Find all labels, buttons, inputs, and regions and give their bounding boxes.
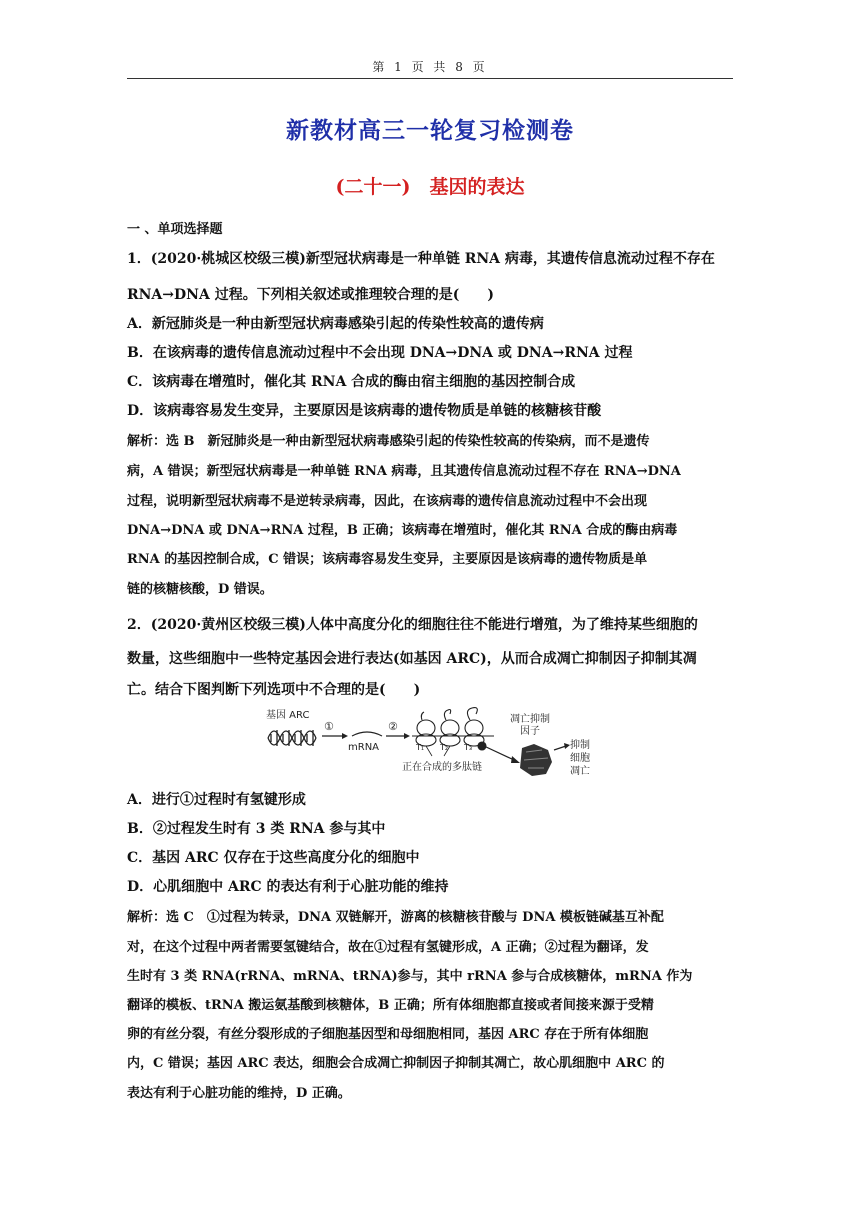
q2-analysis-line: 表达有利于心脏功能的维持，D 正确。	[127, 1086, 351, 1101]
header-rule	[127, 78, 733, 79]
q2-stem-line-1	[127, 615, 737, 635]
inhibit-label-3: 凋亡	[570, 766, 590, 777]
q2-source: (2020·黄州区校级三模)	[150, 617, 306, 633]
q1-option-d: D．该病毒容易发生变异，主要原因是该病毒的遗传物质是单链的核糖核苷酸	[127, 403, 602, 419]
q1-analysis-line: 病，A 错误；新型冠状病毒是一种单链 RNA 病毒，且其遗传信息流动过程不存在 RNA→DNA	[127, 464, 681, 479]
exam-title: 新教材高三一轮复习检测卷	[286, 117, 574, 144]
page-header: 第 1 页 共 8 页	[372, 60, 488, 74]
q2-analysis-line: 对，在这个过程中两者需要氢键结合，故在①过程有氢键形成，A 正确；②过程为翻译，发	[127, 940, 649, 955]
q1-stem-text: 新型冠状病毒是一种单链 RNA 病毒，其遗传信息流动过程不存在	[305, 251, 715, 267]
q2-analysis-line: 内，C 错误；基因 ARC 表达，细胞会合成凋亡抑制因子抑制其凋亡，故心肌细胞中 ARC 的	[127, 1056, 665, 1071]
q1-analysis-line: 链的核糖核酸，D 错误。	[127, 582, 273, 597]
exam-subtitle: (二十一) 基因的表达	[335, 176, 525, 198]
section-heading: 一 、单项选择题	[127, 222, 223, 237]
q2-stem-line-2: 数量，这些细胞中一些特定基因会进行表达(如基因 ARC)，从而合成凋亡抑制因子抑制其凋	[127, 651, 697, 667]
ribosome-icon	[412, 708, 494, 750]
protein-icon	[520, 744, 552, 776]
inhibit-label-2: 细胞	[570, 753, 590, 764]
q1-number: 1．	[127, 251, 151, 267]
q2-analysis-line: 生时有 3 类 RNA(rRNA、mRNA、tRNA)参与，其中 rRNA 参与合成核糖体，mRNA 作为	[127, 969, 693, 984]
inhibit-label-1: 抑制	[570, 740, 590, 751]
mrna-strand-icon	[352, 732, 382, 736]
q2-analysis-line: 解析：选 C ①过程为转录，DNA 双链解开，游离的核糖核苷酸与 DNA 模板链碱基互补配	[127, 910, 664, 925]
q1-option-a: A．新冠肺炎是一种由新型冠状病毒感染引起的传染性较高的遗传病	[127, 316, 544, 332]
q2-stem-text: 人体中高度分化的细胞往往不能进行增殖，为了维持某些细胞的	[305, 617, 698, 633]
q1-stem-line-2: RNA→DNA 过程。下列相关叙述或推理较合理的是( )	[127, 287, 494, 303]
q1-analysis-line: 解析：选 B 新冠肺炎是一种由新型冠状病毒感染引起的传染性较高的传染病，而不是遗传	[127, 434, 650, 449]
q2-analysis-line: 卵的有丝分裂，有丝分裂形成的子细胞基因型和母细胞相同，基因 ARC 存在于所有体细胞	[127, 1027, 649, 1042]
q2-number: 2．	[127, 617, 151, 633]
q2-option-a: A．进行①过程时有氢键形成	[127, 792, 306, 808]
q2-analysis-line: 翻译的模板、tRNA 搬运氨基酸到核糖体，B 正确；所有体细胞都直接或者间接来源于受精	[127, 998, 654, 1013]
q2-option-d: D．心肌细胞中 ARC 的表达有利于心脏功能的维持	[127, 879, 449, 895]
t1-label: T₁	[416, 743, 425, 752]
q2-option-c: C．基因 ARC 仅存在于这些高度分化的细胞中	[127, 850, 420, 866]
t2-label: T₂	[440, 743, 449, 752]
arrow-icon	[342, 733, 348, 739]
q1-analysis-line: DNA→DNA 或 DNA→RNA 过程，B 正确；该病毒在增殖时，催化其 RNA 合成的酶由病毒	[127, 523, 678, 538]
q1-source: (2020·桃城区校级三模)	[150, 251, 306, 267]
gene-expression-figure	[262, 706, 602, 782]
t3-label: T₃	[464, 743, 473, 752]
factor-label-2: 因子	[520, 726, 540, 737]
step-two-label: ②	[388, 720, 398, 733]
q1-analysis-line: 过程，说明新型冠状病毒不是逆转录病毒，因此，在该病毒的遗传信息流动过程中不会出现	[127, 494, 648, 509]
q1-option-b: B．在该病毒的遗传信息流动过程中不会出现 DNA→DNA 或 DNA→RNA 过程	[127, 345, 633, 361]
arrow-icon	[404, 733, 410, 739]
q1-analysis-line: RNA 的基因控制合成，C 错误；该病毒容易发生变异，主要原因是该病毒的遗传物质是单	[127, 552, 648, 567]
mrna-label: mRNA	[348, 742, 380, 753]
arrow-icon	[511, 756, 520, 763]
gene-arc-label: 基因 ARC	[266, 710, 310, 721]
factor-label-1: 凋亡抑制	[510, 714, 550, 725]
q1-stem-line-1	[127, 249, 737, 269]
polypeptide-label: 正在合成的多肽链	[402, 762, 482, 773]
q2-stem-line-3: 亡。结合下图判断下列选项中不合理的是( )	[127, 682, 421, 698]
q1-option-c: C．该病毒在增殖时，催化其 RNA 合成的酶由宿主细胞的基因控制合成	[127, 374, 576, 390]
dna-helix-icon	[268, 730, 316, 746]
q2-option-b: B．②过程发生时有 3 类 RNA 参与其中	[127, 821, 386, 837]
step-one-label: ①	[324, 720, 334, 733]
